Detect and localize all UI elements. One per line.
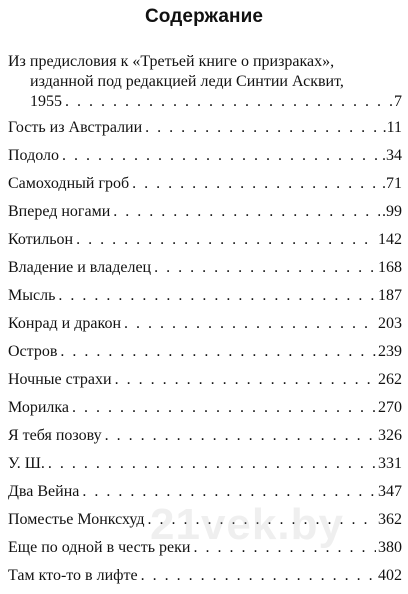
toc-page-number: 402	[378, 567, 402, 584]
toc-entry-title: У. Ш.	[8, 455, 45, 472]
dot-leader	[76, 230, 376, 250]
toc-entry	[8, 426, 402, 446]
dot-leader	[48, 454, 376, 474]
toc-entry-title: Конрад и дракон	[8, 315, 122, 332]
toc-page-number: .71	[382, 175, 402, 192]
dot-leader	[82, 482, 376, 502]
dot-leader	[194, 538, 377, 558]
dot-leader	[65, 92, 392, 112]
toc-entry	[8, 398, 402, 418]
toc-entry	[8, 202, 402, 222]
toc-entry	[8, 342, 402, 362]
toc-entry-title: Мысль	[8, 287, 56, 304]
toc-entry-title: Остров	[8, 343, 58, 360]
dot-leader	[62, 146, 380, 166]
toc-entry	[8, 370, 402, 390]
dot-leader	[141, 566, 376, 586]
toc-entry	[8, 258, 402, 278]
toc-page-number: 331	[378, 455, 402, 472]
toc-entry-title: Владение и владелец	[8, 259, 152, 276]
toc-page-number: 239	[378, 343, 402, 360]
toc-entry	[8, 146, 402, 166]
toc-entry-title: Два Вейна	[8, 483, 80, 500]
dot-leader	[145, 118, 380, 138]
toc-page-number: 347	[378, 483, 402, 500]
toc-page-number: 203	[378, 315, 402, 332]
dot-leader	[58, 286, 376, 306]
dot-leader	[115, 370, 376, 390]
dot-leader	[124, 314, 376, 334]
dot-leader	[105, 426, 376, 446]
dot-leader	[72, 398, 376, 418]
toc-entry-title-line: 1955	[30, 93, 62, 110]
toc-entry-title: Там кто-то в лифте	[8, 567, 138, 584]
toc-entry	[8, 174, 402, 194]
toc-entry-title: Поместье Монксхуд	[8, 511, 145, 528]
watermark: 21vek.by	[150, 500, 344, 549]
page-title: Содержание	[144, 6, 264, 27]
toc-entry-title: Гость из Австралии	[8, 119, 143, 136]
toc-entry	[8, 314, 402, 334]
dot-leader	[132, 174, 380, 194]
toc-page-number: 168	[378, 259, 402, 276]
toc-page-number: .99	[382, 203, 402, 220]
toc-page-number: 187	[378, 287, 402, 304]
toc-page-number: 270	[378, 399, 402, 416]
toc-entry-title-line: Из предисловия к «Третьей книге о призраках»,	[8, 53, 335, 70]
toc-page-number: 7	[394, 93, 402, 110]
toc-entry-title: Котильон	[8, 231, 74, 248]
toc-page-number: 262	[378, 371, 402, 388]
toc-page-number: .34	[382, 147, 402, 164]
toc-entry-title: Самоходный гроб	[8, 175, 130, 192]
toc-entry	[8, 118, 402, 138]
toc-page-number: .11	[382, 119, 402, 136]
toc-entry	[8, 566, 402, 586]
toc-entry-title: Я тебя позову	[8, 427, 102, 444]
toc-entry	[8, 454, 402, 474]
toc-entry	[8, 510, 402, 530]
toc-entry	[8, 52, 402, 112]
toc-entry-title: Подоло	[8, 147, 60, 164]
toc-page-number: 142	[378, 231, 402, 248]
toc-entry-title: Еще по одной в честь реки	[8, 539, 191, 556]
toc-entry	[8, 482, 402, 502]
toc-entry-title: Вперед ногами	[8, 203, 111, 220]
dot-leader	[148, 510, 376, 530]
toc-entry-title: Морилка	[8, 399, 70, 416]
dot-leader	[113, 202, 380, 222]
toc-page-number: 380	[378, 539, 402, 556]
toc-entry-title-line: изданной под редакцией леди Синтии Асквит,	[30, 73, 344, 90]
dot-leader	[154, 258, 376, 278]
table-of-contents	[8, 52, 402, 594]
toc-entry	[8, 286, 402, 306]
toc-entry-last-line	[8, 92, 402, 112]
toc-page-number: 362	[378, 511, 402, 528]
toc-entry	[8, 538, 402, 558]
dot-leader	[60, 342, 376, 362]
toc-entry	[8, 230, 402, 250]
toc-page-number: 326	[378, 427, 402, 444]
toc-entry-title: Ночные страхи	[8, 371, 112, 388]
